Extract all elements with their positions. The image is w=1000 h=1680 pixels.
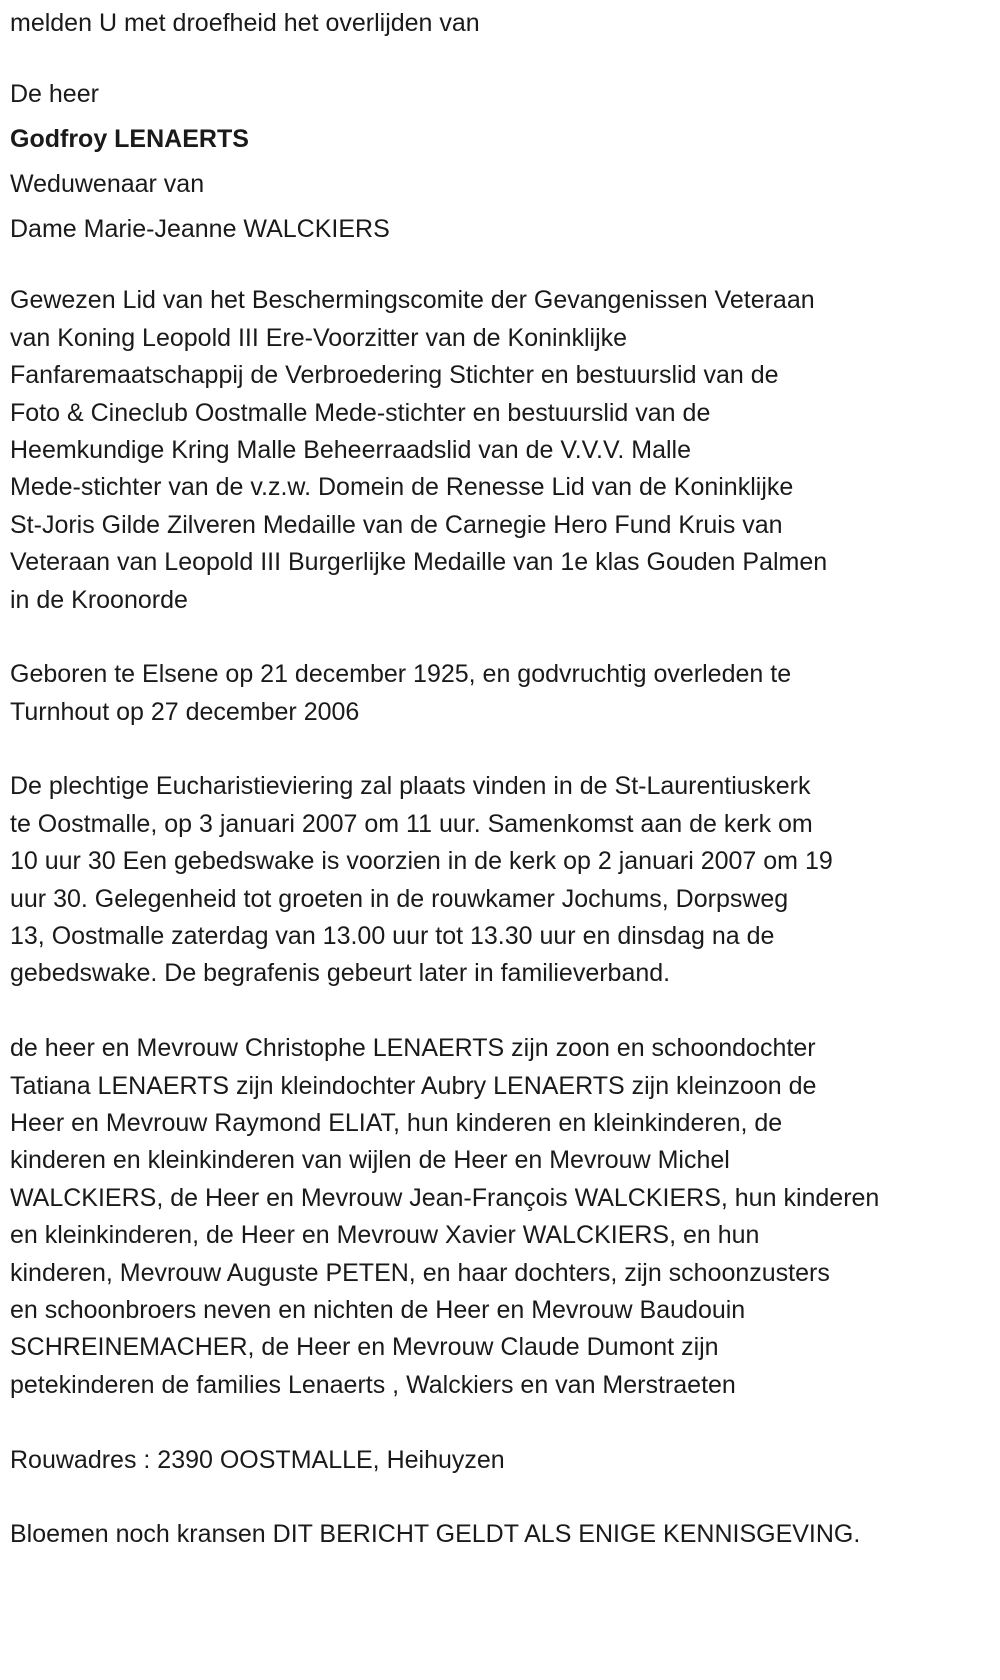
paragraph-line: Geboren te Elsene op 21 december 1925, en godvruchtig overleden te: [10, 660, 792, 689]
paragraph-line: WALCKIERS, de Heer en Mevrouw Jean-François WALCKIERS, hun kinderen: [10, 1183, 880, 1212]
paragraph-line: van Koning Leopold III Ere-Voorzitter van de Koninklijke: [10, 323, 628, 352]
paragraph-line: gebedswake. De begrafenis gebeurt later in familieverband.: [10, 959, 671, 988]
paragraph-line: en kleinkinderen, de Heer en Mevrouw Xavier WALCKIERS, en hun: [10, 1221, 760, 1250]
paragraph-line: Veteraan van Leopold III Burgerlijke Medaille van 1e klas Gouden Palmen: [10, 548, 828, 577]
paragraph-line: 10 uur 30 Een gebedswake is voorzien in de kerk op 2 januari 2007 om 19: [10, 847, 833, 876]
paragraph-line: kinderen, Mevrouw Auguste PETEN, en haar dochters, zijn schoonzusters: [10, 1258, 830, 1287]
relation-text: Weduwenaar van: [10, 170, 205, 199]
ceremony-paragraph: [10, 768, 879, 992]
obituary-document: [10, 5, 879, 1554]
paragraph-line: te Oostmalle, op 3 januari 2007 om 11 uur. Samenkomst aan de kerk om: [10, 809, 813, 838]
title-text: De heer: [10, 80, 99, 109]
closing-notice: Bloemen noch kransen DIT BERICHT GELDT ALS ENIGE KENNISGEVING.: [10, 1520, 861, 1549]
birth-death-paragraph: [10, 656, 879, 731]
paragraph-line: Tatiana LENAERTS zijn kleindochter Aubry LENAERTS zijn kleinzoon de: [10, 1071, 817, 1100]
paragraph-line: Foto & Cineclub Oostmalle Mede-stichter en bestuurslid van de: [10, 398, 711, 427]
paragraph-line: Gewezen Lid van het Beschermingscomite der Gevangenissen Veteraan: [10, 286, 815, 315]
mourning-address: Rouwadres : 2390 OOSTMALLE, Heihuyzen: [10, 1445, 505, 1474]
paragraph-line: St-Joris Gilde Zilveren Medaille van de Carnegie Hero Fund Kruis van: [10, 510, 783, 539]
paragraph-line: en schoonbroers neven en nichten de Heer en Mevrouw Baudouin: [10, 1295, 746, 1324]
paragraph-line: De plechtige Eucharistieviering zal plaats vinden in de St-Laurentiuskerk: [10, 772, 811, 801]
paragraph-line: Heemkundige Kring Malle Beheerraadslid van de V.V.V. Malle: [10, 435, 691, 464]
paragraph-line: kinderen en kleinkinderen van wijlen de Heer en Mevrouw Michel: [10, 1146, 730, 1175]
paragraph-line: uur 30. Gelegenheid tot groeten in de rouwkamer Jochums, Dorpsweg: [10, 884, 789, 913]
deceased-name: Godfroy LENAERTS: [10, 125, 249, 154]
paragraph-line: Heer en Mevrouw Raymond ELIAT, hun kinderen en kleinkinderen, de: [10, 1108, 783, 1137]
paragraph-line: de heer en Mevrouw Christophe LENAERTS zijn zoon en schoondochter: [10, 1034, 816, 1063]
paragraph-line: Mede-stichter van de v.z.w. Domein de Renesse Lid van de Koninklijke: [10, 473, 794, 502]
family-paragraph: [10, 1030, 879, 1404]
paragraph-line: Turnhout op 27 december 2006: [10, 697, 360, 726]
intro-text: melden U met droefheid het overlijden van: [10, 9, 480, 37]
paragraph-line: petekinderen de families Lenaerts , Walckiers en van Merstraeten: [10, 1370, 736, 1399]
paragraph-line: in de Kroonorde: [10, 585, 188, 614]
spouse-name: Dame Marie-Jeanne WALCKIERS: [10, 215, 390, 244]
deceased-header: [10, 72, 879, 252]
paragraph-line: Fanfaremaatschappij de Verbroedering Stichter en bestuurslid van de: [10, 361, 779, 390]
functions-paragraph: [10, 282, 879, 619]
paragraph-line: 13, Oostmalle zaterdag van 13.00 uur tot 13.30 uur en dinsdag na de: [10, 922, 775, 951]
paragraph-line: SCHREINEMACHER, de Heer en Mevrouw Claude Dumont zijn: [10, 1333, 719, 1362]
